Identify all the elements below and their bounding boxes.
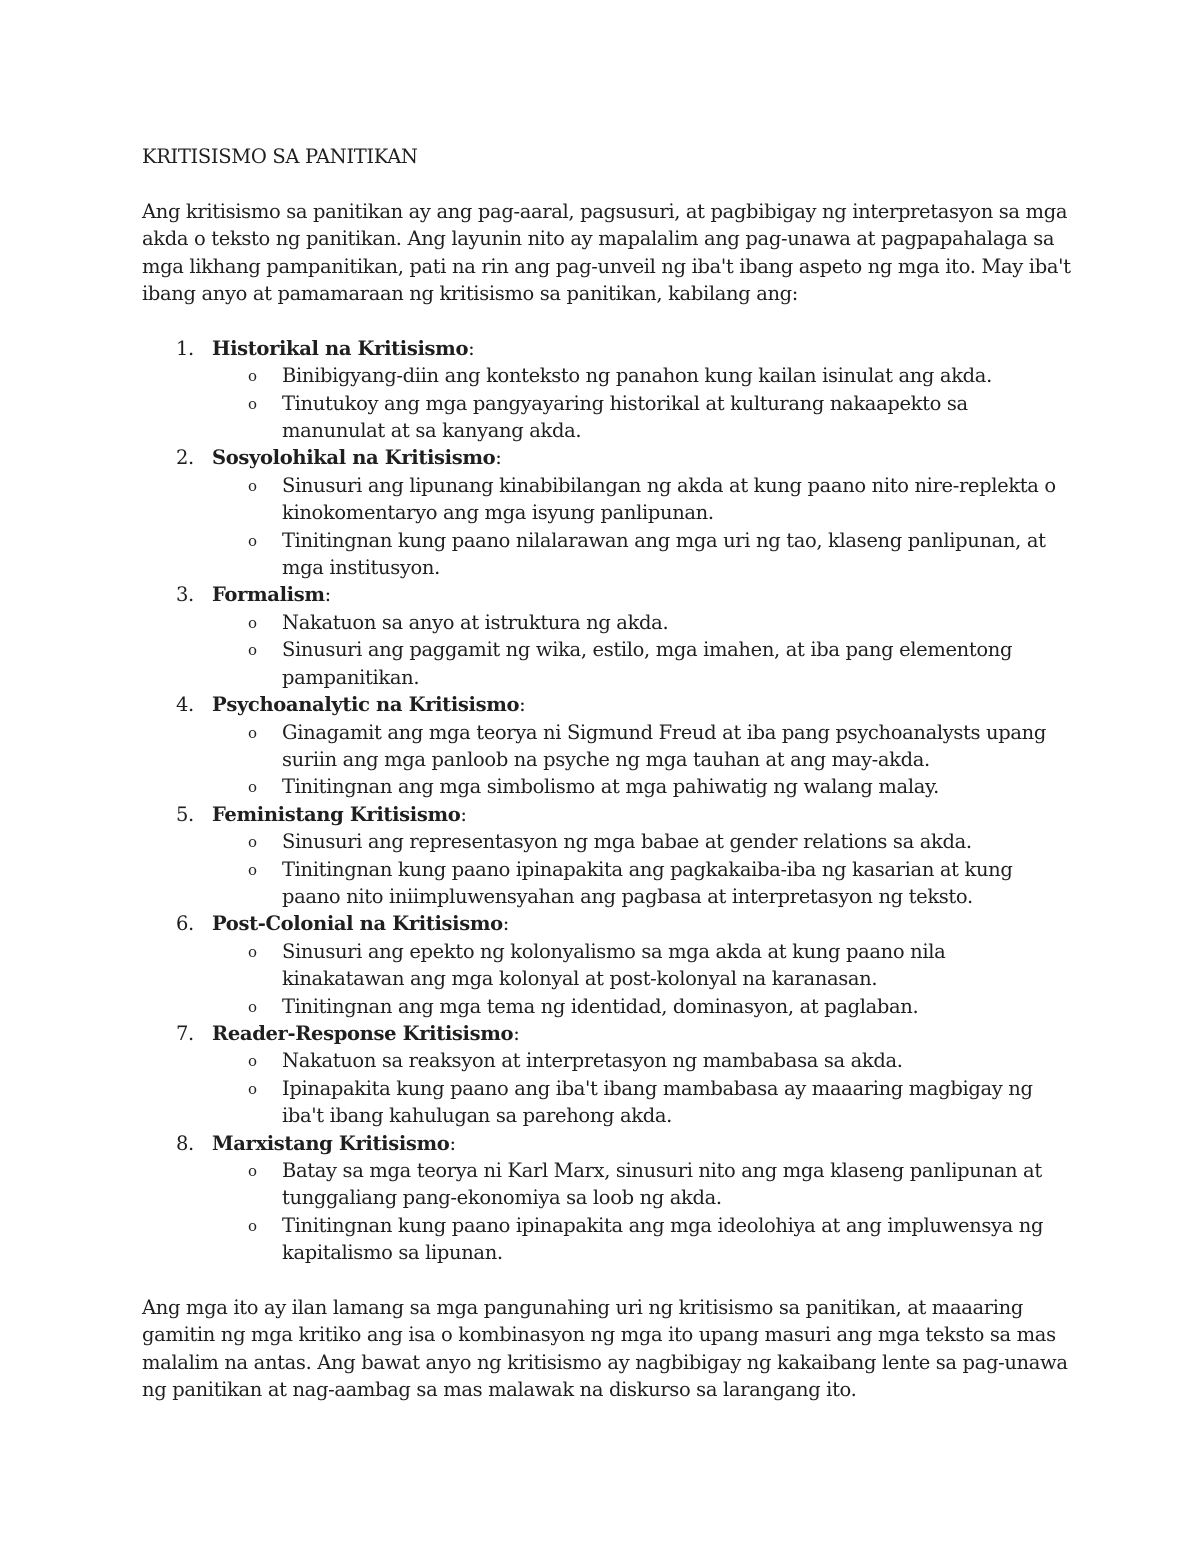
type-name: Formalism [212, 583, 325, 607]
list-item: o Sinusuri ang representasyon ng mga babae at gender relations sa akda. [212, 828, 1072, 855]
list-item: o Tinitingnan ang mga simbolismo at mga pahiwatig ng walang malay. [212, 773, 1072, 800]
list-item: o Nakatuon sa anyo at istruktura ng akda. [212, 609, 1072, 636]
criticism-type: 5. Feministang Kritisismo: o Sinusuri ang representasyon ng mga babae at gender relations sa akda. o Tinitingnan kung paano ipinapakita ang pagkakaiba-iba ng kasarian at kung paano nito iniimpluwensyahan ang pagbasa at interpretasyon ng teksto. [142, 801, 1072, 911]
type-name: Reader-Response Kritisismo [212, 1021, 514, 1045]
type-points [212, 828, 1072, 910]
list-item: o Nakatuon sa reaksyon at interpretasyon ng mambabasa sa akda. [212, 1047, 1072, 1074]
list-item: o Tinutukoy ang mga pangyayaring historikal at kulturang nakaapekto sa manunulat at sa kanyang akda. [248, 391, 968, 443]
bullet-icon: o [248, 942, 257, 961]
type-points [212, 938, 1072, 1020]
bullet-icon: o [248, 778, 257, 797]
criticism-type: 4. Psychoanalytic na Kritisismo: o Ginagamit ang mga teorya ni Sigmund Freud at iba pang psychoanalysts upang suriin ang mga panloob na psyche ng mga tauhan at ang may-akda. o Tinitingnan ang mga simbolismo at mga pahiwatig ng walang malay. [142, 691, 1072, 801]
list-item: o Binibigyang-diin ang konteksto ng panahon kung kailan isinulat ang akda. [212, 362, 1072, 389]
bullet-icon: o [248, 833, 257, 852]
list-item: o Ginagamit ang mga teorya ni Sigmund Freud at iba pang psychoanalysts upang suriin ang mga panloob na psyche ng mga tauhan at ang may-akda. [248, 720, 1047, 771]
criticism-type: 1. Historikal na Kritisismo: o Binibigyang-diin ang konteksto ng panahon kung kailan isinulat ang akda. o Tinutukoy ang mga pangyayaring historikal at kulturang nakaapekto sa manunulat at sa kanyang akda. [142, 335, 1072, 445]
bullet-icon: o [248, 394, 257, 413]
list-item: o Tinitingnan kung paano ipinapakita ang mga ideolohiya at ang impluwensya ng kapitalismo sa lipunan. [248, 1213, 1044, 1265]
type-number: 1. [176, 336, 194, 360]
bullet-icon: o [248, 641, 257, 660]
type-name: Psychoanalytic na Kritisismo [212, 693, 520, 717]
bullet-icon: o [248, 1162, 257, 1180]
document-page [142, 143, 1072, 1404]
intro-paragraph: Ang kritisismo sa panitikan ay ang pag-aaral, pagsusuri, at pagbibigay ng interpretasyon sa mga akda o teksto ng panitikan. Ang layunin nito ay mapalalim ang pag-unawa at pagpapahalaga sa mga likhang pampanitikan, pati na rin ang pag-unveil ng iba't ibang aspeto ng mga ito. May iba't ibang anyo at pamamaraan ng kritisismo sa panitikan, kabilang ang: [142, 199, 1071, 306]
bullet-icon: o [248, 1079, 257, 1098]
type-number: 5. [176, 802, 194, 826]
bullet-icon: o [248, 1216, 257, 1235]
bullet-icon: o [248, 1052, 257, 1071]
type-points [212, 719, 1072, 801]
list-item: o Ipinapakita kung paano ang iba't ibang mambabasa ay maaaring magbigay ng iba't ibang kahulugan sa parehong akda. [248, 1076, 1033, 1128]
type-points [212, 362, 1072, 444]
list-item: o Tinitingnan kung paano nilalarawan ang mga uri ng tao, klaseng panlipunan, at mga institusyon. [248, 528, 1046, 580]
criticism-type: 6. Post-Colonial na Kritisismo: o Sinusuri ang epekto ng kolonyalismo sa mga akda at kung paano nila kinakatawan ang mga kolonyal at post-kolonyal na karanasan. o Tinitingnan ang mga tema ng identidad, dominasyon, at paglaban. [142, 910, 1072, 1020]
type-points [212, 472, 1072, 582]
bullet-icon: o [248, 723, 257, 742]
document-title: KRITISISMO SA PANITIKAN [142, 145, 418, 168]
bullet-icon: o [248, 860, 257, 879]
bullet-icon: o [248, 476, 257, 495]
bullet-icon: o [248, 613, 257, 632]
list-item: o Batay sa mga teorya ni Karl Marx, sinusuri nito ang mga klaseng panlipunan at tunggaliang pang-ekonomiya sa loob ng akda. [248, 1159, 1042, 1210]
list-item: o Sinusuri ang lipunang kinabibilangan ng akda at kung paano nito nire-replekta o kinokomentaryo ang mga isyung panlipunan. [248, 473, 1056, 525]
criticism-type: 3. Formalism: o Nakatuon sa anyo at istruktura ng akda. o Sinusuri ang paggamit ng wika, estilo, mga imahen, at iba pang elementong pampanitikan. [142, 581, 1072, 691]
type-name: Historikal na Kritisismo [212, 336, 469, 360]
type-name: Sosyolohikal na Kritisismo [212, 446, 496, 470]
type-name: Marxistang Kritisismo [212, 1131, 450, 1155]
type-number: 3. [176, 583, 194, 607]
type-number: 8. [176, 1131, 194, 1155]
criticism-type: 2. Sosyolohikal na Kritisismo: o Sinusuri ang lipunang kinabibilangan ng akda at kung paano nito nire-replekta o kinokomentaryo ang mga isyung panlipunan. o Tinitingnan kung paano nilalarawan ang mga uri ng tao, klaseng panlipunan, at mga institusyon. [142, 444, 1072, 581]
type-number: 7. [176, 1021, 194, 1045]
type-number: 2. [176, 446, 194, 470]
type-name: Post-Colonial na Kritisismo [212, 912, 503, 936]
closing-paragraph: Ang mga ito ay ilan lamang sa mga pangunahing uri ng kritisismo sa panitikan, at maaaring gamitin ng mga kritiko ang isa o kombinasyon ng mga ito upang masuri ang mga teksto sa mas malalim na antas. Ang bawat anyo ng kritisismo ay nagbibigay ng kakaibang lente sa pag-unawa ng panitikan at nag-aambag sa mas malawak na diskurso sa larangang ito. [142, 1296, 1068, 1402]
bullet-icon: o [248, 997, 257, 1016]
bullet-icon: o [248, 367, 257, 386]
list-item: o Tinitingnan ang mga tema ng identidad, dominasyon, at paglaban. [212, 993, 1072, 1020]
type-number: 6. [176, 912, 194, 936]
list-item: o Sinusuri ang epekto ng kolonyalismo sa mga akda at kung paano nila kinakatawan ang mga kolonyal at post-kolonyal na karanasan. [248, 939, 946, 991]
criticism-type: 7. Reader-Response Kritisismo: o Nakatuon sa reaksyon at interpretasyon ng mambabasa sa akda. o Ipinapakita kung paano ang iba't ibang mambabasa ay maaaring magbigay ng iba't ibang kahulugan sa parehong akda. [142, 1020, 1072, 1130]
type-number: 4. [176, 693, 194, 717]
type-points [212, 609, 1072, 691]
bullet-icon: o [248, 531, 257, 550]
type-points [212, 1047, 1072, 1129]
type-name: Feministang Kritisismo [212, 802, 461, 826]
list-item: o Tinitingnan kung paano ipinapakita ang pagkakaiba-iba ng kasarian at kung paano nito iniimpluwensyahan ang pagbasa at interpretasyon ng teksto. [248, 857, 1013, 908]
criticism-types-list [142, 335, 1072, 1267]
list-item: o Sinusuri ang paggamit ng wika, estilo, mga imahen, at iba pang elementong pampanitikan. [248, 638, 1013, 689]
type-points [212, 1157, 1072, 1267]
criticism-type: 8. Marxistang Kritisismo: o Batay sa mga teorya ni Karl Marx, sinusuri nito ang mga klaseng panlipunan at tunggaliang pang-ekonomiya sa loob ng akda. o Tinitingnan kung paano ipinapakita ang mga ideolohiya at ang impluwensya ng kapitalismo sa lipunan. [142, 1130, 1072, 1267]
